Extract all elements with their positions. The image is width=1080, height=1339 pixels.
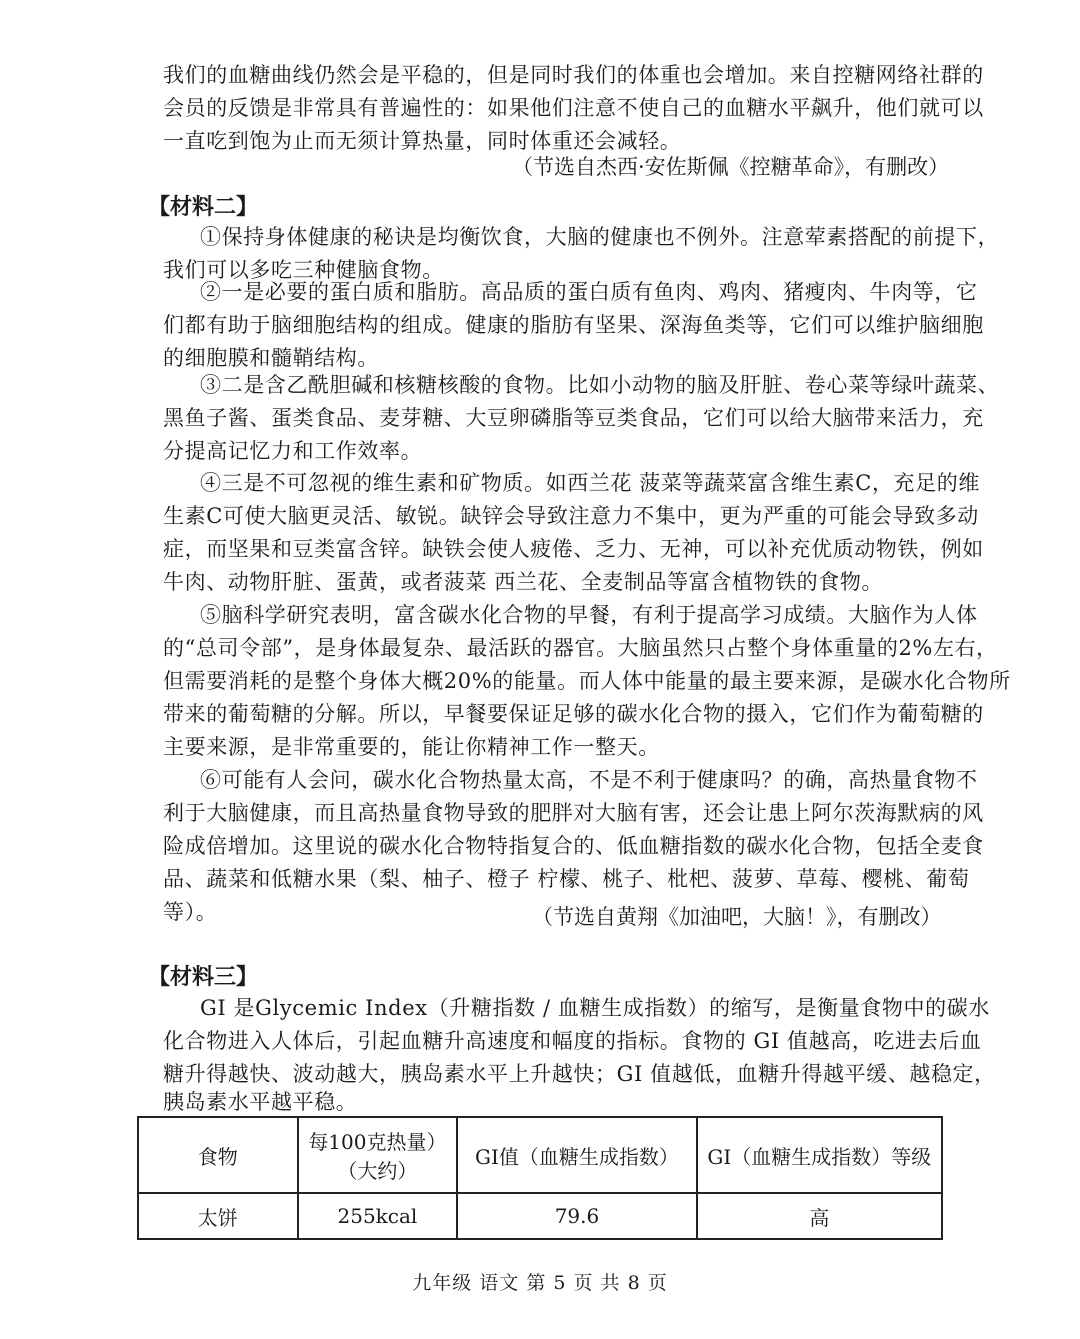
text-line: 利于大脑健康，而且高热量食物导致的肥胖对大脑有害，还会让患上阿尔茨海默病的风 [163,801,984,825]
text-line: 们都有助于脑细胞结构的组成。健康的脂肪有坚果、深海鱼类等，它们可以维护脑细胞 [163,313,984,337]
table-header-cell: 食物 [138,1117,298,1193]
material2-heading: 【材料二】 [148,194,259,220]
material3-heading: 【材料三】 [148,964,259,990]
page-footer: 九年级 语文 第 5 页 共 8 页 [412,1272,668,1294]
text-line: 主要来源，是非常重要的，能让你精神工作一整天。 [163,735,660,759]
table-cell: 255kcal [298,1193,458,1239]
text-line: 化合物进入人体后，引起血糖升高速度和幅度的指标。食物的 GI 值越高，吃进去后血 [163,1029,982,1053]
text-line: ⑥可能有人会问，碳水化合物热量太高，不是不利于健康吗？的确，高热量食物不 [200,768,978,792]
text-line: 胰岛素水平越平稳。 [163,1090,358,1114]
source-citation: （节选自杰西·安佐斯佩《控糖革命》，有删改） [512,155,950,179]
text-line: ③二是含乙酰胆碱和核糖核酸的食物。比如小动物的脑及肝脏、卷心菜等绿叶蔬菜、 [200,373,1000,397]
text-line: 分提高记忆力和工作效率。 [163,439,423,463]
table-cell: 太饼 [138,1193,298,1239]
text-line: 牛肉、动物肝脏、蛋黄，或者菠菜 西兰花、全麦制品等富含植物铁的食物。 [163,570,884,594]
text-line: ④三是不可忽视的维生素和矿物质。如西兰花 菠菜等蔬菜富含维生素C，充足的维 [200,471,980,495]
table-row [138,1193,942,1239]
source-citation: （节选自黄翔《加油吧，大脑！》，有删改） [532,905,942,929]
text-line: 的细胞膜和髓鞘结构。 [163,346,379,370]
text-line: GI 是Glycemic Index（升糖指数 / 血糖生成指数）的缩写，是衡量食物中的碳水 [200,996,990,1020]
gi-table [137,1116,943,1240]
table-header-cell: GI（血糖生成指数）等级 [697,1117,942,1193]
text-line: 品、蔬菜和低糖水果（梨、柚子、橙子 柠檬、桃子、枇杷、菠萝、草莓、樱桃、葡萄 [163,867,970,891]
text-line: 糖升得越快、波动越大，胰岛素水平上升越快；GI 值越低，血糖升得越平缓、越稳定， [163,1062,996,1086]
text-line: 我们可以多吃三种健脑食物。 [163,258,444,282]
text-line: 的“总司令部”，是身体最复杂、最活跃的器官。大脑虽然只占整个身体重量的2%左右， [163,636,998,660]
text-line: ①保持身体健康的秘诀是均衡饮食，大脑的健康也不例外。注意荤素搭配的前提下， [200,225,1000,249]
text-line: 险成倍增加。这里说的碳水化合物特指复合的、低血糖指数的碳水化合物，包括全麦食 [163,834,984,858]
table-cell: 高 [697,1193,942,1239]
table-cell: 79.6 [457,1193,696,1239]
text-line: 会员的反馈是非常具有普遍性的：如果他们注意不使自己的血糖水平飙升，他们就可以 [163,96,984,120]
table-header-row [138,1117,942,1193]
text-line: 症，而坚果和豆类富含锌。缺铁会使人疲倦、乏力、无神，可以补充优质动物铁，例如 [163,537,984,561]
text-line: 等）。 [163,900,218,924]
text-line: 黑鱼子酱、蛋类食品、麦芽糖、大豆卵磷脂等豆类食品，它们可以给大脑带来活力，充 [163,406,984,430]
text-line: 我们的血糖曲线仍然会是平稳的，但是同时我们的体重也会增加。来自控糖网络社群的 [163,63,984,87]
table-header-cell: GI值（血糖生成指数） [457,1117,696,1193]
text-line: 带来的葡萄糖的分解。所以，早餐要保证足够的碳水化合物的摄入，它们作为葡萄糖的 [163,702,984,726]
text-line: ②一是必要的蛋白质和脂肪。高品质的蛋白质有鱼肉、鸡肉、猪瘦肉、牛肉等，它 [200,280,978,304]
table-header-cell: 每100克热量） （大约） [298,1117,458,1193]
text-line: 但需要消耗的是整个身体大概20%的能量。而人体中能量的最主要来源，是碳水化合物所 [163,669,1011,693]
text-line: 一直吃到饱为止而无须计算热量，同时体重还会减轻。 [163,129,682,153]
text-line: 生素C可使大脑更灵活、敏锐。缺锌会导致注意力不集中，更为严重的可能会导致多动 [163,504,979,528]
text-line: ⑤脑科学研究表明，富含碳水化合物的早餐，有利于提高学习成绩。大脑作为人体 [200,603,978,627]
